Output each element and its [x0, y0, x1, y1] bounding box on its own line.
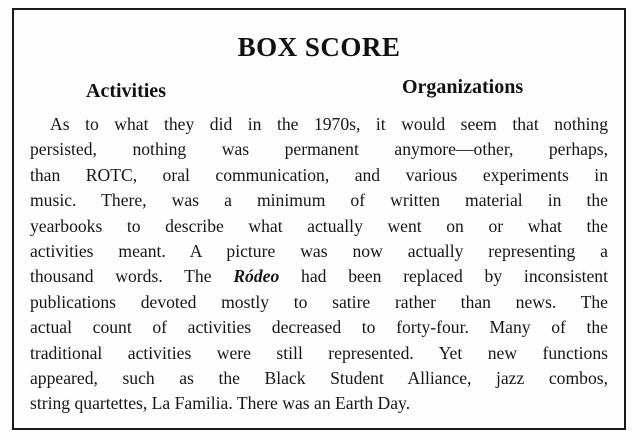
paragraph-text: had been replaced by inconsistent [279, 266, 608, 287]
paragraph-line: than ROTC, oral communication, and various experiments in [30, 164, 608, 185]
paragraph-line: appeared, such as the Black Student Alliance, jazz combos, [30, 368, 608, 389]
paragraph-line: music. There, was a minimum of written material in the [30, 190, 608, 211]
paragraph-line: persisted, nothing was permanent anymore—other, perhaps, [30, 139, 608, 160]
paragraph-line: activities meant. A picture was now actually representing a [30, 241, 608, 262]
paragraph-line [30, 264, 608, 289]
body-paragraph [30, 112, 608, 417]
paragraph-line: As to what they did in the 1970s, it would seem that nothing [50, 114, 608, 134]
publication-title-rodeo: Ródeo [233, 266, 280, 287]
paragraph-line: traditional activities were still represented. Yet new functions [30, 342, 608, 363]
paragraph-line: string quartettes, La Familia. There was an Earth Day. [30, 393, 411, 414]
box-score-title: BOX SCORE [237, 32, 401, 62]
organizations-heading: Organizations [402, 76, 524, 98]
paragraph-text: thousand words. The [30, 266, 234, 287]
activities-heading: Activities [86, 80, 166, 102]
paragraph-line: yearbooks to describe what actually went on or what the [30, 215, 608, 236]
paragraph-line: publications devoted mostly to satire rather than news. The [30, 291, 608, 312]
paragraph-line: actual count of activities decreased to forty-four. Many of the [30, 317, 608, 338]
